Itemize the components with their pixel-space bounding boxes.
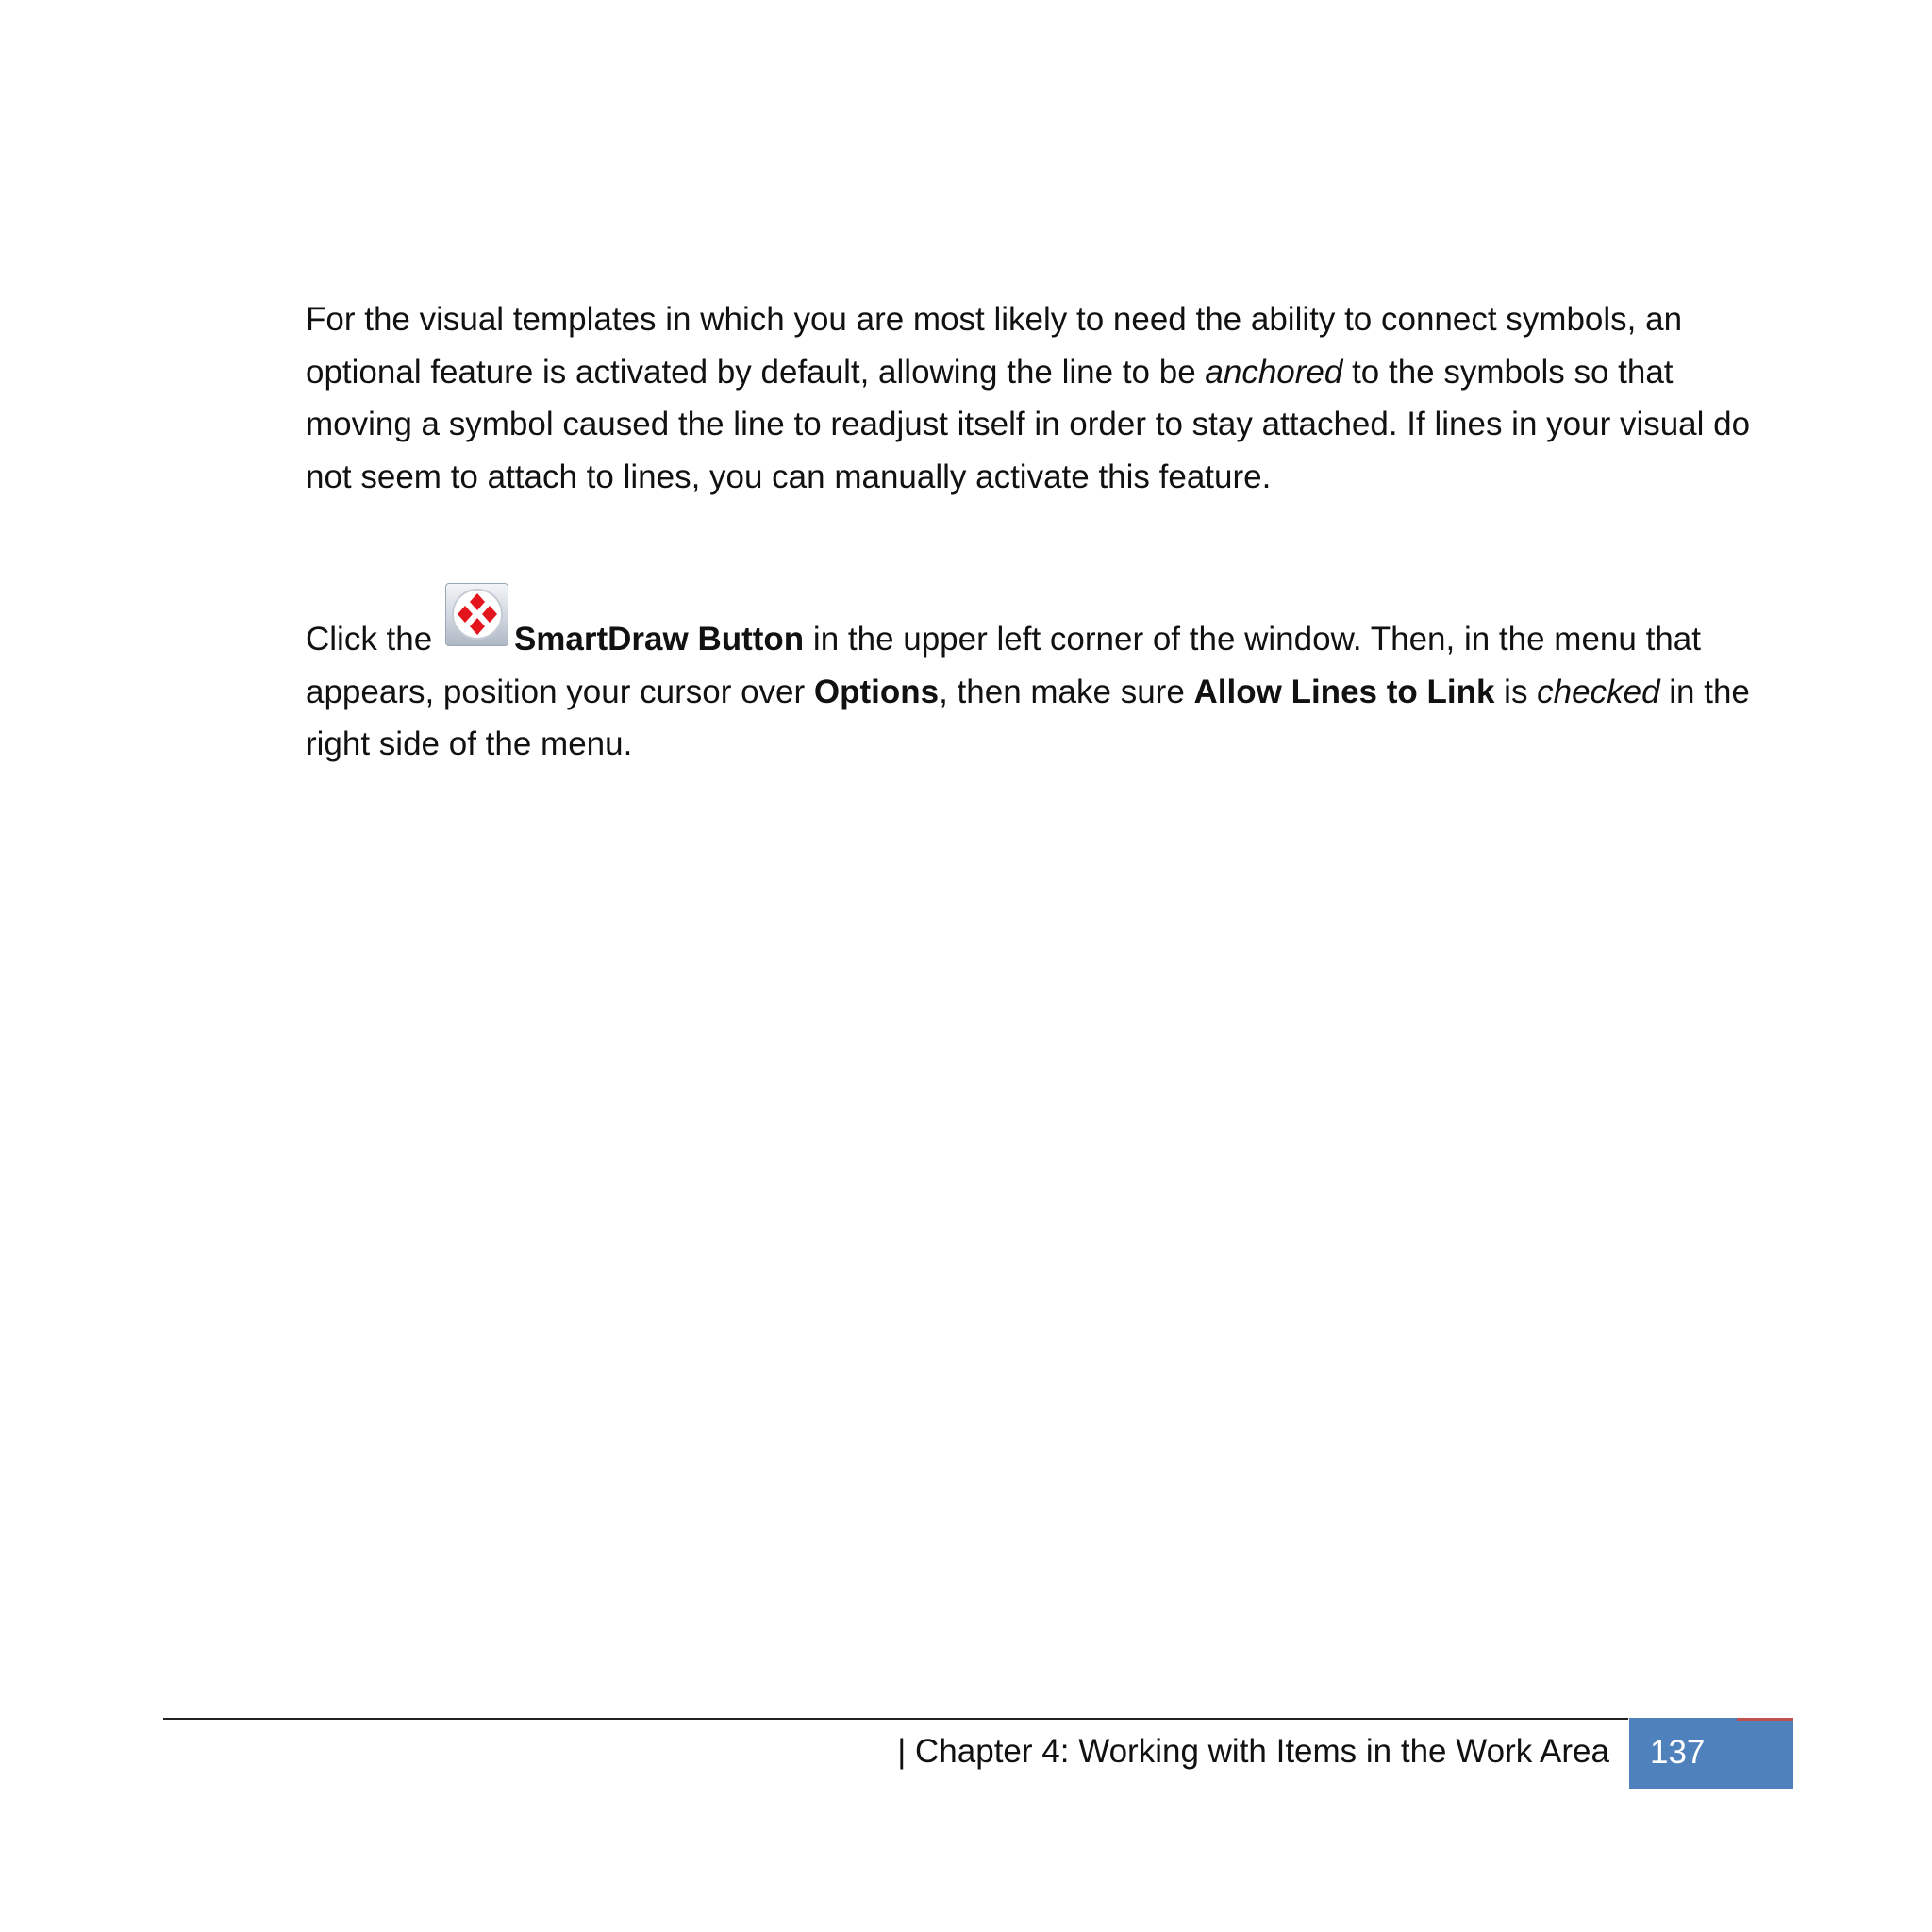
- emphasis-anchored: anchored: [1205, 353, 1343, 391]
- paragraph-smartdraw-instructions: [306, 583, 1777, 771]
- page-number: 137: [1650, 1734, 1706, 1771]
- bold-smartdraw-button: SmartDraw Button: [513, 621, 805, 658]
- smartdraw-diamonds-graphic: [451, 588, 504, 641]
- paragraph-anchored-lines: [306, 293, 1777, 503]
- bold-allow-lines-to-link: Allow Lines to Link: [1193, 673, 1495, 710]
- paragraph-text: Click the: [306, 621, 441, 658]
- paragraph-text: in the upper left corner of the window. Then, in the menu that appears, position your cursor over: [306, 621, 1701, 710]
- emphasis-checked: checked: [1537, 673, 1660, 710]
- page-number-accent: [1737, 1718, 1793, 1721]
- bold-options: Options: [813, 673, 940, 710]
- footer-divider: [163, 1718, 1628, 1720]
- page-number-badge: [1629, 1718, 1793, 1789]
- paragraph-text: For the visual templates in which you are most likely to need the ability to connect symbols, an optional feature is activated by default, allowing the line to be: [306, 301, 1683, 391]
- paragraph-text: to the symbols so that moving a symbol caused the line to readjust itself in order to stay attached. If lines in your visual do not seem to attach to lines, you can manually activate this feature.: [306, 353, 1751, 495]
- paragraph-text: is: [1494, 673, 1538, 710]
- paragraph-text: , then make sure: [939, 673, 1194, 710]
- smartdraw-button-icon: [445, 583, 508, 646]
- paragraph-text: in the right side of the menu.: [306, 673, 1750, 762]
- footer-chapter-title: | Chapter 4: Working with Items in the Work Area: [897, 1733, 1609, 1770]
